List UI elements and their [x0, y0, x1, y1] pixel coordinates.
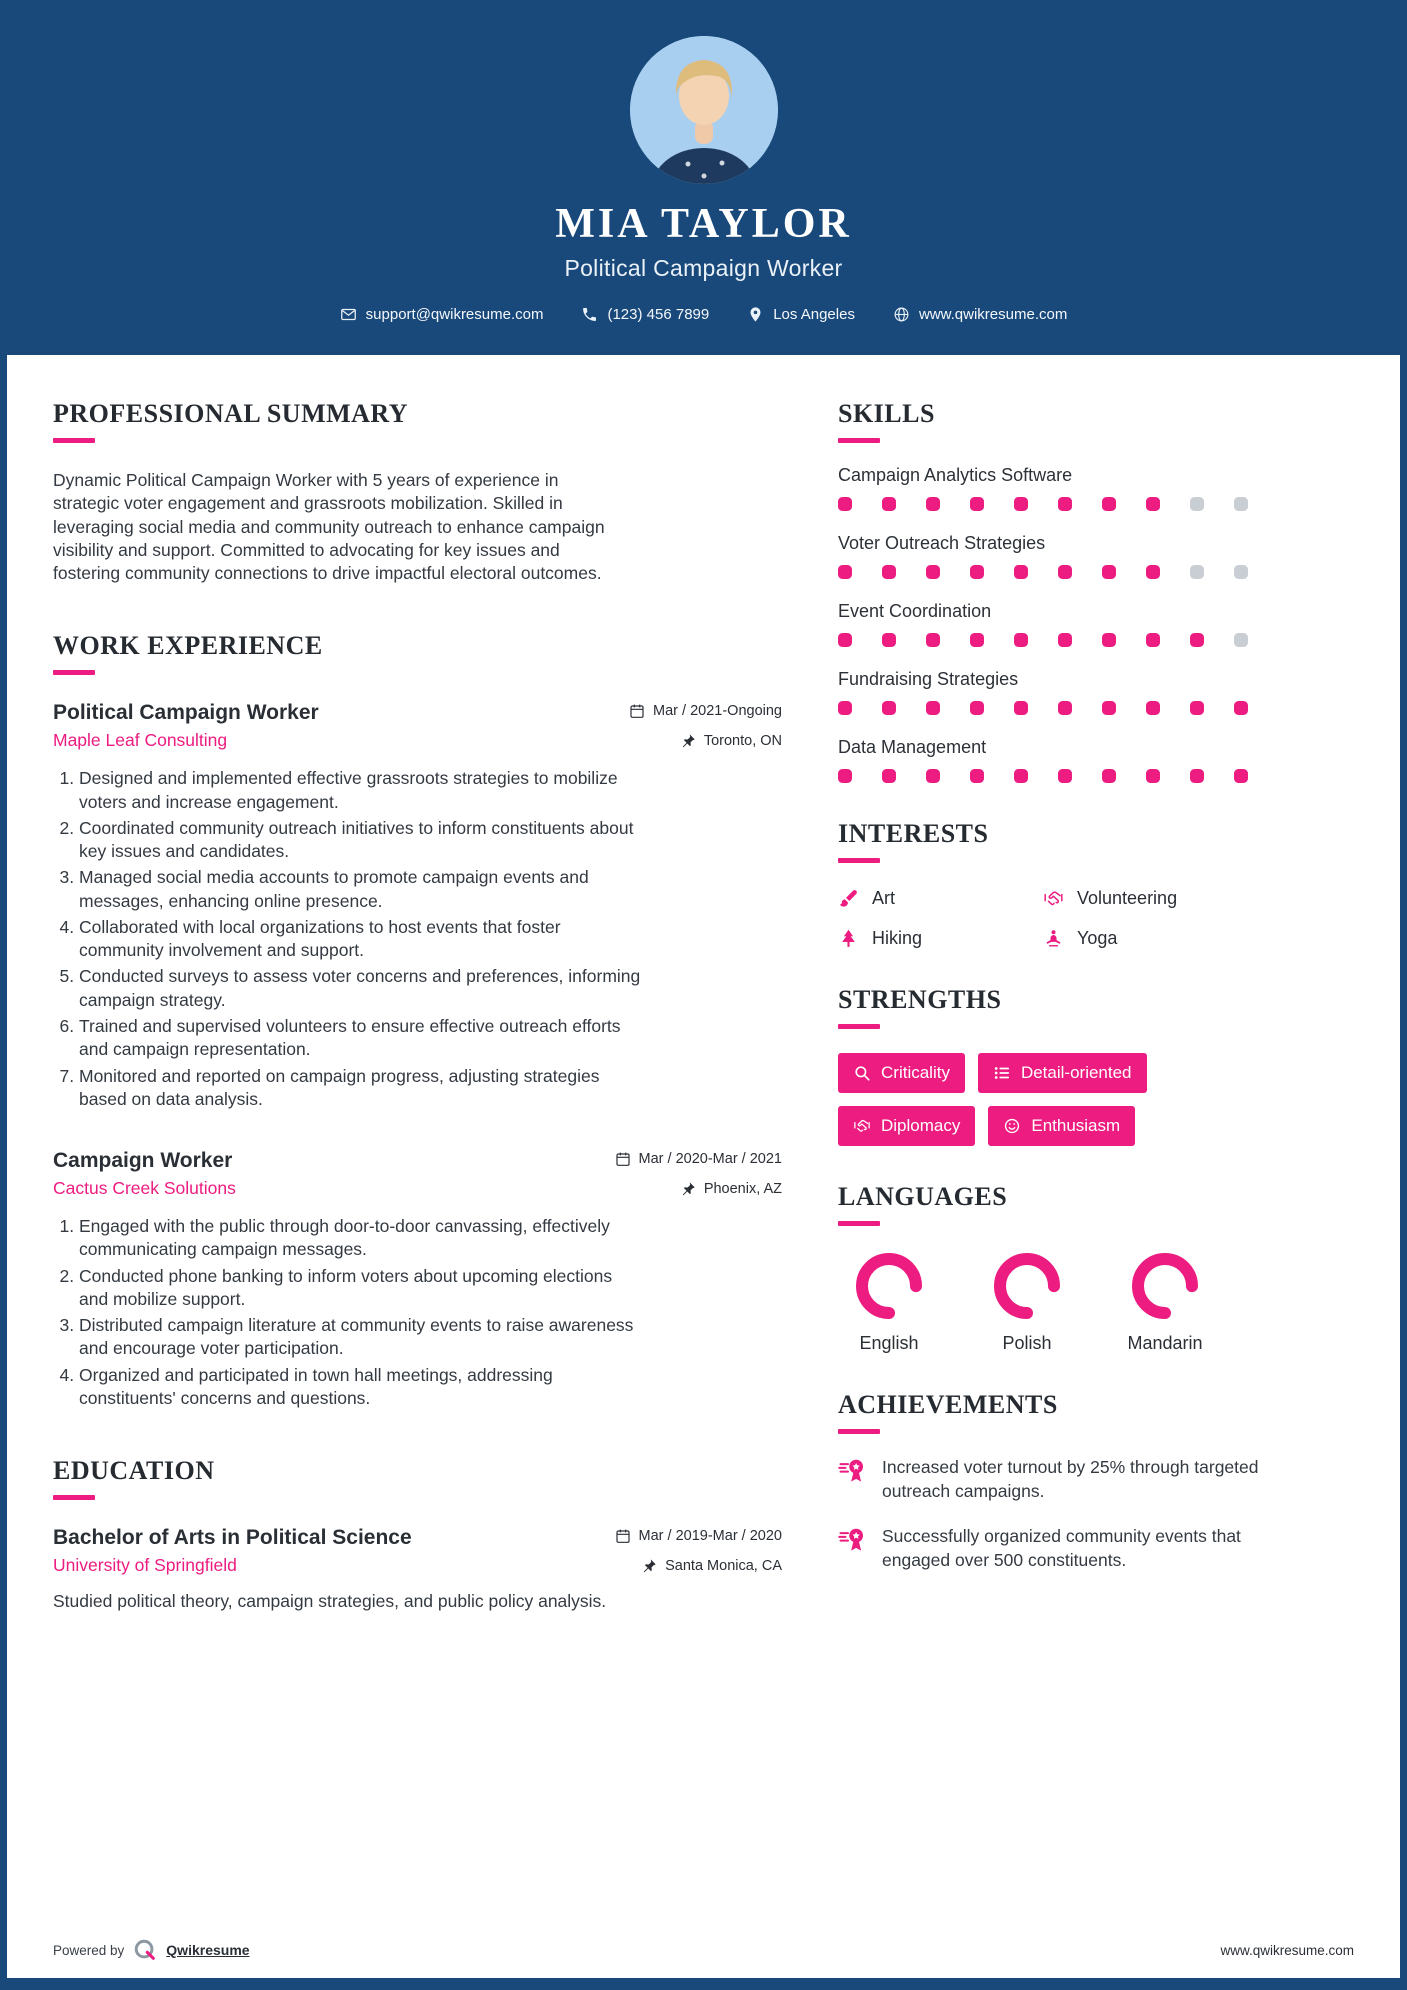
language-item — [976, 1252, 1078, 1354]
left-column — [53, 399, 782, 1659]
skill-rating — [838, 701, 1354, 715]
skill-rating-dot — [1146, 565, 1160, 579]
pushpin-icon — [680, 1181, 696, 1197]
section-interests — [838, 819, 1354, 949]
job-location-text: Toronto, ON — [703, 732, 782, 749]
job-title: Political Campaign Worker — [53, 701, 319, 725]
tree-icon — [838, 928, 859, 949]
skill-rating — [838, 565, 1354, 579]
language-item — [838, 1252, 940, 1354]
skill-rating-dot — [1058, 701, 1072, 715]
section-education — [53, 1456, 782, 1613]
education-heading: EDUCATION — [53, 1456, 215, 1486]
languages-row — [838, 1252, 1354, 1354]
strength-label: Enthusiasm — [1031, 1116, 1121, 1135]
skill-rating-dot — [1190, 701, 1204, 715]
qwikresume-link[interactable]: Qwikresume — [166, 1942, 250, 1958]
contact-email-text: support@qwikresume.com — [365, 306, 544, 323]
skill-rating-dot — [926, 497, 940, 511]
skill-rating-dot — [1190, 633, 1204, 647]
skill-rating — [838, 497, 1354, 511]
mail-icon — [340, 306, 357, 323]
skill-rating-dot — [1234, 701, 1248, 715]
page-footer — [53, 1938, 1354, 1962]
contact-website-text: www.qwikresume.com — [918, 306, 1068, 323]
heading-accent-bar — [838, 858, 880, 863]
skill-rating-dot — [882, 565, 896, 579]
heading-accent-bar — [838, 1221, 880, 1226]
skill-rating-dot — [1058, 769, 1072, 783]
skill-item — [838, 533, 1354, 579]
language-name: Mandarin — [1127, 1333, 1203, 1353]
skill-rating-dot — [1190, 565, 1204, 579]
strength-label: Criticality — [881, 1063, 950, 1082]
skill-rating-dot — [926, 701, 940, 715]
resume-header — [7, 0, 1400, 355]
job-bullet: 4. Collaborated with local organizations to host events that foster community involvement and support. — [79, 916, 645, 963]
job-bullet: 3. Managed social media accounts to promote campaign events and messages, enhancing online presence. — [79, 866, 645, 913]
heading-accent-bar — [53, 438, 95, 443]
skill-rating — [838, 633, 1354, 647]
contact-email[interactable] — [340, 306, 544, 323]
right-column — [838, 399, 1354, 1659]
job-title-row — [53, 1149, 782, 1173]
strength-badge — [978, 1053, 1147, 1093]
job-company: Cactus Creek Solutions — [53, 1178, 236, 1199]
skill-rating-dot — [1014, 633, 1028, 647]
education-location — [641, 1558, 782, 1574]
summary-heading: PROFESSIONAL SUMMARY — [53, 399, 409, 428]
section-professional-summary — [53, 399, 782, 585]
interest-item — [838, 888, 1043, 909]
skills-heading: SKILLS — [838, 399, 935, 428]
education-dates-text: Mar / 2019-Mar / 2020 — [638, 1528, 782, 1545]
skill-rating-dot — [1014, 769, 1028, 783]
job-entry — [53, 701, 782, 1111]
job-bullet: 4. Organized and participated in town hall meetings, addressing constituents' concerns and questions. — [79, 1364, 645, 1411]
section-skills — [838, 399, 1354, 783]
skill-rating-dot — [1014, 565, 1028, 579]
interest-item — [1043, 888, 1354, 909]
section-achievements — [838, 1390, 1354, 1573]
strength-label: Diplomacy — [881, 1116, 961, 1135]
heading-accent-bar — [838, 1429, 880, 1434]
skill-rating-dot — [970, 497, 984, 511]
job-location — [680, 1181, 782, 1197]
job-bullet: 7. Monitored and reported on campaign progress, adjusting strategies based on data analysis. — [79, 1065, 645, 1112]
education-location-text: Santa Monica, CA — [665, 1557, 782, 1574]
person-silhouette-icon — [630, 36, 778, 184]
globe-icon — [893, 306, 910, 323]
section-strengths — [838, 985, 1354, 1146]
skill-name: Campaign Analytics Software — [838, 465, 1073, 485]
skill-rating-dot — [1102, 633, 1116, 647]
footer-site-link[interactable]: www.qwikresume.com — [1220, 1942, 1354, 1958]
job-dates — [629, 703, 782, 719]
skill-rating-dot — [1014, 701, 1028, 715]
skill-rating-dot — [1146, 769, 1160, 783]
job-bullet: 2. Conducted phone banking to inform voters about upcoming elections and mobilize support. — [79, 1265, 645, 1312]
skill-item — [838, 465, 1354, 511]
skill-rating-dot — [926, 769, 940, 783]
location-icon — [747, 306, 764, 323]
candidate-title: Political Campaign Worker — [564, 255, 843, 281]
heading-accent-bar — [838, 1024, 880, 1029]
interest-label: Hiking — [872, 928, 923, 948]
job-bullet-list — [53, 767, 645, 1111]
language-level-donut — [993, 1252, 1061, 1320]
achievement-item — [838, 1525, 1278, 1572]
skill-rating-dot — [1102, 701, 1116, 715]
education-school-row — [53, 1555, 782, 1576]
education-title-row — [53, 1526, 782, 1550]
skill-rating-dot — [1146, 633, 1160, 647]
list-icon — [993, 1064, 1011, 1082]
skill-item — [838, 601, 1354, 647]
contact-location — [747, 306, 855, 323]
language-item — [1114, 1252, 1216, 1354]
skill-name: Voter Outreach Strategies — [838, 533, 1046, 553]
skill-rating-dot — [838, 701, 852, 715]
education-entry — [53, 1526, 782, 1613]
powered-by-label: Powered by — [53, 1942, 125, 1958]
skill-rating-dot — [1234, 769, 1248, 783]
contact-row — [27, 306, 1380, 323]
skill-rating-dot — [926, 633, 940, 647]
pushpin-icon — [680, 733, 696, 749]
achievement-item — [838, 1456, 1278, 1503]
job-bullet: 5. Conducted surveys to assess voter concerns and preferences, informing campaign strategy. — [79, 965, 645, 1012]
job-company: Maple Leaf Consulting — [53, 730, 228, 751]
strength-badge — [988, 1106, 1135, 1146]
language-level-donut — [1131, 1252, 1199, 1320]
skill-rating-dot — [882, 701, 896, 715]
profile-photo — [630, 36, 778, 184]
language-level-donut — [855, 1252, 923, 1320]
strength-label: Detail-oriented — [1020, 1063, 1132, 1082]
skill-rating-dot — [1014, 497, 1028, 511]
interests-grid — [838, 888, 1354, 949]
skill-rating-dot — [970, 769, 984, 783]
strengths-row — [838, 1106, 1354, 1146]
skill-rating-dot — [970, 633, 984, 647]
skill-name: Fundraising Strategies — [838, 669, 1019, 689]
award-icon — [838, 1456, 868, 1486]
skill-rating-dot — [1146, 701, 1160, 715]
job-bullet: 6. Trained and supervised volunteers to ensure effective outreach efforts and campaign representation. — [79, 1015, 645, 1062]
interest-item — [838, 928, 1043, 949]
candidate-name: MIA TAYLOR — [555, 201, 852, 247]
skill-rating-dot — [970, 701, 984, 715]
skill-rating-dot — [838, 497, 852, 511]
education-school: University of Springfield — [53, 1555, 237, 1576]
achievement-text: Increased voter turnout by 25% through targeted outreach campaigns. — [882, 1457, 1259, 1501]
skill-rating-dot — [882, 497, 896, 511]
education-degree: Bachelor of Arts in Political Science — [53, 1526, 412, 1550]
skill-rating-dot — [1190, 769, 1204, 783]
job-bullet: 1. Engaged with the public through door-to-door canvassing, effectively communicating campaign messages. — [79, 1215, 645, 1262]
language-name: Polish — [1002, 1333, 1052, 1353]
calendar-icon — [615, 1528, 631, 1544]
strengths-heading: STRENGTHS — [838, 985, 1002, 1014]
interest-label: Art — [872, 888, 896, 908]
phone-icon — [581, 306, 598, 323]
heading-accent-bar — [838, 438, 880, 443]
skill-name: Data Management — [838, 737, 987, 757]
interest-item — [1043, 928, 1354, 949]
job-title-row — [53, 701, 782, 725]
skill-rating-dot — [1058, 565, 1072, 579]
skill-rating-dot — [1102, 565, 1116, 579]
strengths-row — [838, 1053, 1354, 1093]
skill-name: Event Coordination — [838, 601, 992, 621]
skill-rating-dot — [1102, 497, 1116, 511]
calendar-icon — [615, 1151, 631, 1167]
skill-rating-dot — [838, 769, 852, 783]
smiley-icon — [1003, 1117, 1021, 1135]
job-location — [680, 733, 782, 749]
strength-badge — [838, 1106, 975, 1146]
contact-website[interactable] — [893, 306, 1067, 323]
skill-rating-dot — [1102, 769, 1116, 783]
job-dates-text: Mar / 2020-Mar / 2021 — [638, 1151, 782, 1168]
achievement-text: Successfully organized community events that engaged over 500 constituents. — [882, 1526, 1241, 1570]
job-dates-text: Mar / 2021-Ongoing — [653, 703, 782, 720]
job-location-text: Phoenix, AZ — [703, 1180, 782, 1197]
strength-badge — [838, 1053, 965, 1093]
skill-rating-dot — [1234, 565, 1248, 579]
summary-text: Dynamic Political Campaign Worker with 5 years of experience in strategic voter engagement and grassroots mobilization. Skilled in leveraging social media and community outreach to enhance campaign visibility and support. Committed to advocating for key issues and fostering community connections to drive impactful electoral outcomes. — [53, 470, 605, 584]
contact-location-text: Los Angeles — [773, 306, 855, 323]
achievements-heading: ACHIEVEMENTS — [838, 1390, 1058, 1419]
skill-rating — [838, 769, 1354, 783]
job-entry — [53, 1149, 782, 1410]
interests-heading: INTERESTS — [838, 819, 989, 848]
search-icon — [853, 1064, 871, 1082]
skill-rating-dot — [838, 565, 852, 579]
education-description: Studied political theory, campaign strategies, and public policy analysis. — [53, 1591, 607, 1612]
section-languages — [838, 1182, 1354, 1354]
contact-phone[interactable] — [581, 306, 709, 323]
qwikresume-logo-icon — [133, 1938, 157, 1962]
handshake-icon — [1043, 888, 1064, 909]
skill-rating-dot — [882, 633, 896, 647]
skill-rating-dot — [1234, 633, 1248, 647]
skill-rating-dot — [1190, 497, 1204, 511]
skill-item — [838, 737, 1354, 783]
job-company-row — [53, 1178, 782, 1199]
skill-rating-dot — [970, 565, 984, 579]
education-dates — [615, 1528, 782, 1544]
job-dates — [615, 1151, 782, 1167]
experience-heading: WORK EXPERIENCE — [53, 631, 323, 661]
skill-rating-dot — [926, 565, 940, 579]
skill-rating-dot — [1058, 497, 1072, 511]
interest-label: Volunteering — [1077, 888, 1178, 908]
resume-body — [7, 355, 1400, 1659]
job-bullet-list — [53, 1215, 645, 1410]
skill-rating-dot — [1146, 497, 1160, 511]
skill-rating-dot — [838, 633, 852, 647]
yoga-icon — [1043, 928, 1064, 949]
skill-item — [838, 669, 1354, 715]
job-company-row — [53, 730, 782, 751]
powered-by — [53, 1938, 250, 1962]
pushpin-icon — [641, 1558, 657, 1574]
languages-heading: LANGUAGES — [838, 1182, 1008, 1211]
heading-accent-bar — [53, 1495, 95, 1500]
skill-rating-dot — [1234, 497, 1248, 511]
job-bullet: 1. Designed and implemented effective grassroots strategies to mobilize voters and increase engagement. — [79, 767, 645, 814]
brush-icon — [838, 888, 859, 909]
section-work-experience — [53, 631, 782, 1410]
heading-accent-bar — [53, 670, 95, 675]
handshake-icon — [853, 1117, 871, 1135]
award-icon — [838, 1525, 868, 1555]
job-title: Campaign Worker — [53, 1149, 233, 1173]
skill-rating-dot — [882, 769, 896, 783]
interest-label: Yoga — [1077, 928, 1118, 948]
language-name: English — [859, 1333, 919, 1353]
contact-phone-text: (123) 456 7899 — [607, 306, 710, 323]
job-bullet: 2. Coordinated community outreach initiatives to inform constituents about key issues and candidates. — [79, 817, 645, 864]
calendar-icon — [629, 703, 645, 719]
skill-rating-dot — [1058, 633, 1072, 647]
job-bullet: 3. Distributed campaign literature at community events to raise awareness and encourage voter participation. — [79, 1314, 645, 1361]
